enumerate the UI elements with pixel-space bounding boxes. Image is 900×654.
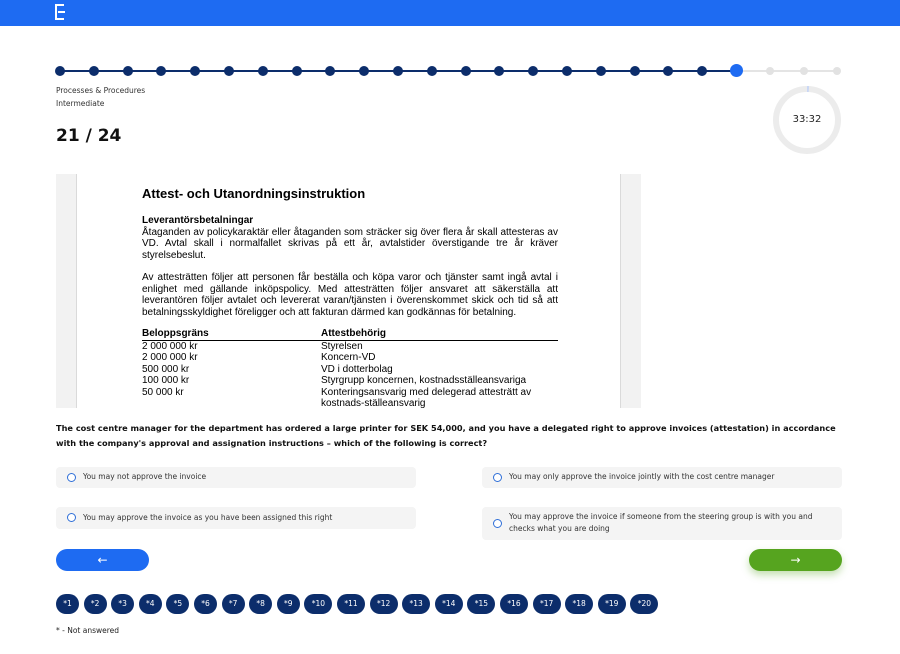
table-row: 2 000 000 kr Styrelsen [142,340,363,352]
quiz-category: Processes & Procedures [56,86,146,95]
answer-option-label: You may approve the invoice if someone from the steering group is with you and checks what you are doing [509,512,813,533]
answer-option-label: You may only approve the invoice jointly with the cost centre manager [509,472,775,481]
progress-step-completed [359,66,369,76]
answer-option-label: You may not approve the invoice [83,472,207,481]
progress-step-completed [663,66,673,76]
radio-button[interactable] [493,473,502,482]
answer-option-3[interactable] [56,507,416,529]
approval-limits-table [142,328,558,410]
progress-step-completed [393,66,403,76]
progress-step-completed [461,66,471,76]
progress-step-completed [292,66,302,76]
question-nav-pill[interactable]: *8 [249,594,272,614]
question-nav-pill[interactable]: *7 [222,594,245,614]
progress-step-completed [190,66,200,76]
progress-step-remaining [766,67,774,75]
question-nav-pill[interactable]: *17 [533,594,561,614]
answer-option-1[interactable] [56,467,416,488]
question-nav-pill[interactable]: *20 [630,594,658,614]
question-text: The cost centre manager for the department has ordered a large printer for SEK 54,000, and you have a delegated right to approve invoices (attestation) in accordance with the company's approval and assignation instructions – which of the following is correct? [56,423,836,448]
progress-step-completed [123,66,133,76]
table-header: Beloppsgräns [142,328,321,340]
question-nav-pill[interactable]: *13 [402,594,430,614]
progress-step-completed [494,66,504,76]
question-nav-pill[interactable]: *4 [139,594,162,614]
progress-step-remaining [800,67,808,75]
table-row: 2 000 000 kr Koncern-VD [142,352,376,363]
progress-step-completed [325,66,335,76]
timer-remaining: 33:32 [792,114,822,125]
progress-step-remaining [833,67,841,75]
table-row: 500 000 kr VD i dotterbolag [142,363,393,375]
progress-remaining-line [737,70,837,72]
not-answered-legend: * - Not answered [56,626,120,635]
question-nav-pill[interactable]: *3 [111,594,134,614]
question-nav-pill[interactable]: *6 [194,594,217,614]
answer-option-label: You may approve the invoice as you have been assigned this right [83,513,333,522]
question-nav-pill[interactable]: *2 [84,594,107,614]
answer-option-2[interactable] [482,467,842,488]
e-logo-icon[interactable] [55,4,67,21]
question-nav-pill[interactable]: *15 [467,594,495,614]
table-row: 50 000 kr Konteringsansvarig med delegerad attesträtt av kostnads-ställeansvarig [142,386,532,409]
document-paragraph: Åtaganden av policykaraktär eller åtaganden som sträcker sig över flera år skall attesteras av VD. Avtal skall i normalfallet skrivas på ett år, avtalstider överstigande tre år kräver styrelsebeslut. [142,226,558,261]
question-nav-pill[interactable]: *11 [337,594,365,614]
document-section-title: Leverantörsbetalningar [142,215,254,226]
document-title: Attest- och Utanordningsinstruktion [142,186,366,201]
progress-step-completed [596,66,606,76]
progress-step-completed [55,66,65,76]
progress-step-completed [697,66,707,76]
progress-step-current [730,64,743,77]
progress-step-completed [630,66,640,76]
question-nav-pill[interactable]: *16 [500,594,528,614]
table-row: 100 000 kr Styrgrupp koncernen, kostnadsställeansvariga [142,375,527,386]
progress-step-completed [427,66,437,76]
question-nav-pill[interactable]: *5 [166,594,189,614]
document-paragraph: Av attesträtten följer att personen får beställa och köpa varor och tjänster samt ingå avtal i enlighet med gällande inköpspolicy. Med attesträtten följer ansvaret att säkerställa att leverantören följer avtalet och levererat varan/tjänsten i överenskommet skick och tid så att betalningsskyldighet föreligger och att fakturan därmed kan godkännas för betalning. [142,272,558,318]
radio-button[interactable] [67,513,76,522]
arrow-right-icon: → [790,553,801,567]
question-nav-pill[interactable]: *18 [565,594,593,614]
question-nav-pill[interactable]: *19 [598,594,626,614]
radio-button[interactable] [493,519,502,528]
question-progress-bar [56,64,846,78]
next-button[interactable] [749,549,842,571]
progress-step-completed [89,66,99,76]
arrow-left-icon: ← [97,553,108,567]
question-nav-pill[interactable]: *12 [370,594,398,614]
question-nav-pill[interactable]: *9 [277,594,300,614]
question-counter: 21 / 24 [56,126,122,146]
radio-button[interactable] [67,473,76,482]
instruction-document-image [56,174,641,408]
progress-step-completed [528,66,538,76]
top-bar [0,0,900,26]
progress-step-completed [156,66,166,76]
quiz-level: Intermediate [56,99,105,108]
progress-step-completed [562,66,572,76]
answer-option-4[interactable] [482,507,842,540]
question-nav-pill[interactable]: *1 [56,594,79,614]
progress-step-completed [258,66,268,76]
progress-step-completed [224,66,234,76]
previous-button[interactable] [56,549,149,571]
question-nav-pill[interactable]: *14 [435,594,463,614]
table-header: Attestbehörig [321,328,558,340]
question-nav-pill[interactable]: *10 [304,594,332,614]
